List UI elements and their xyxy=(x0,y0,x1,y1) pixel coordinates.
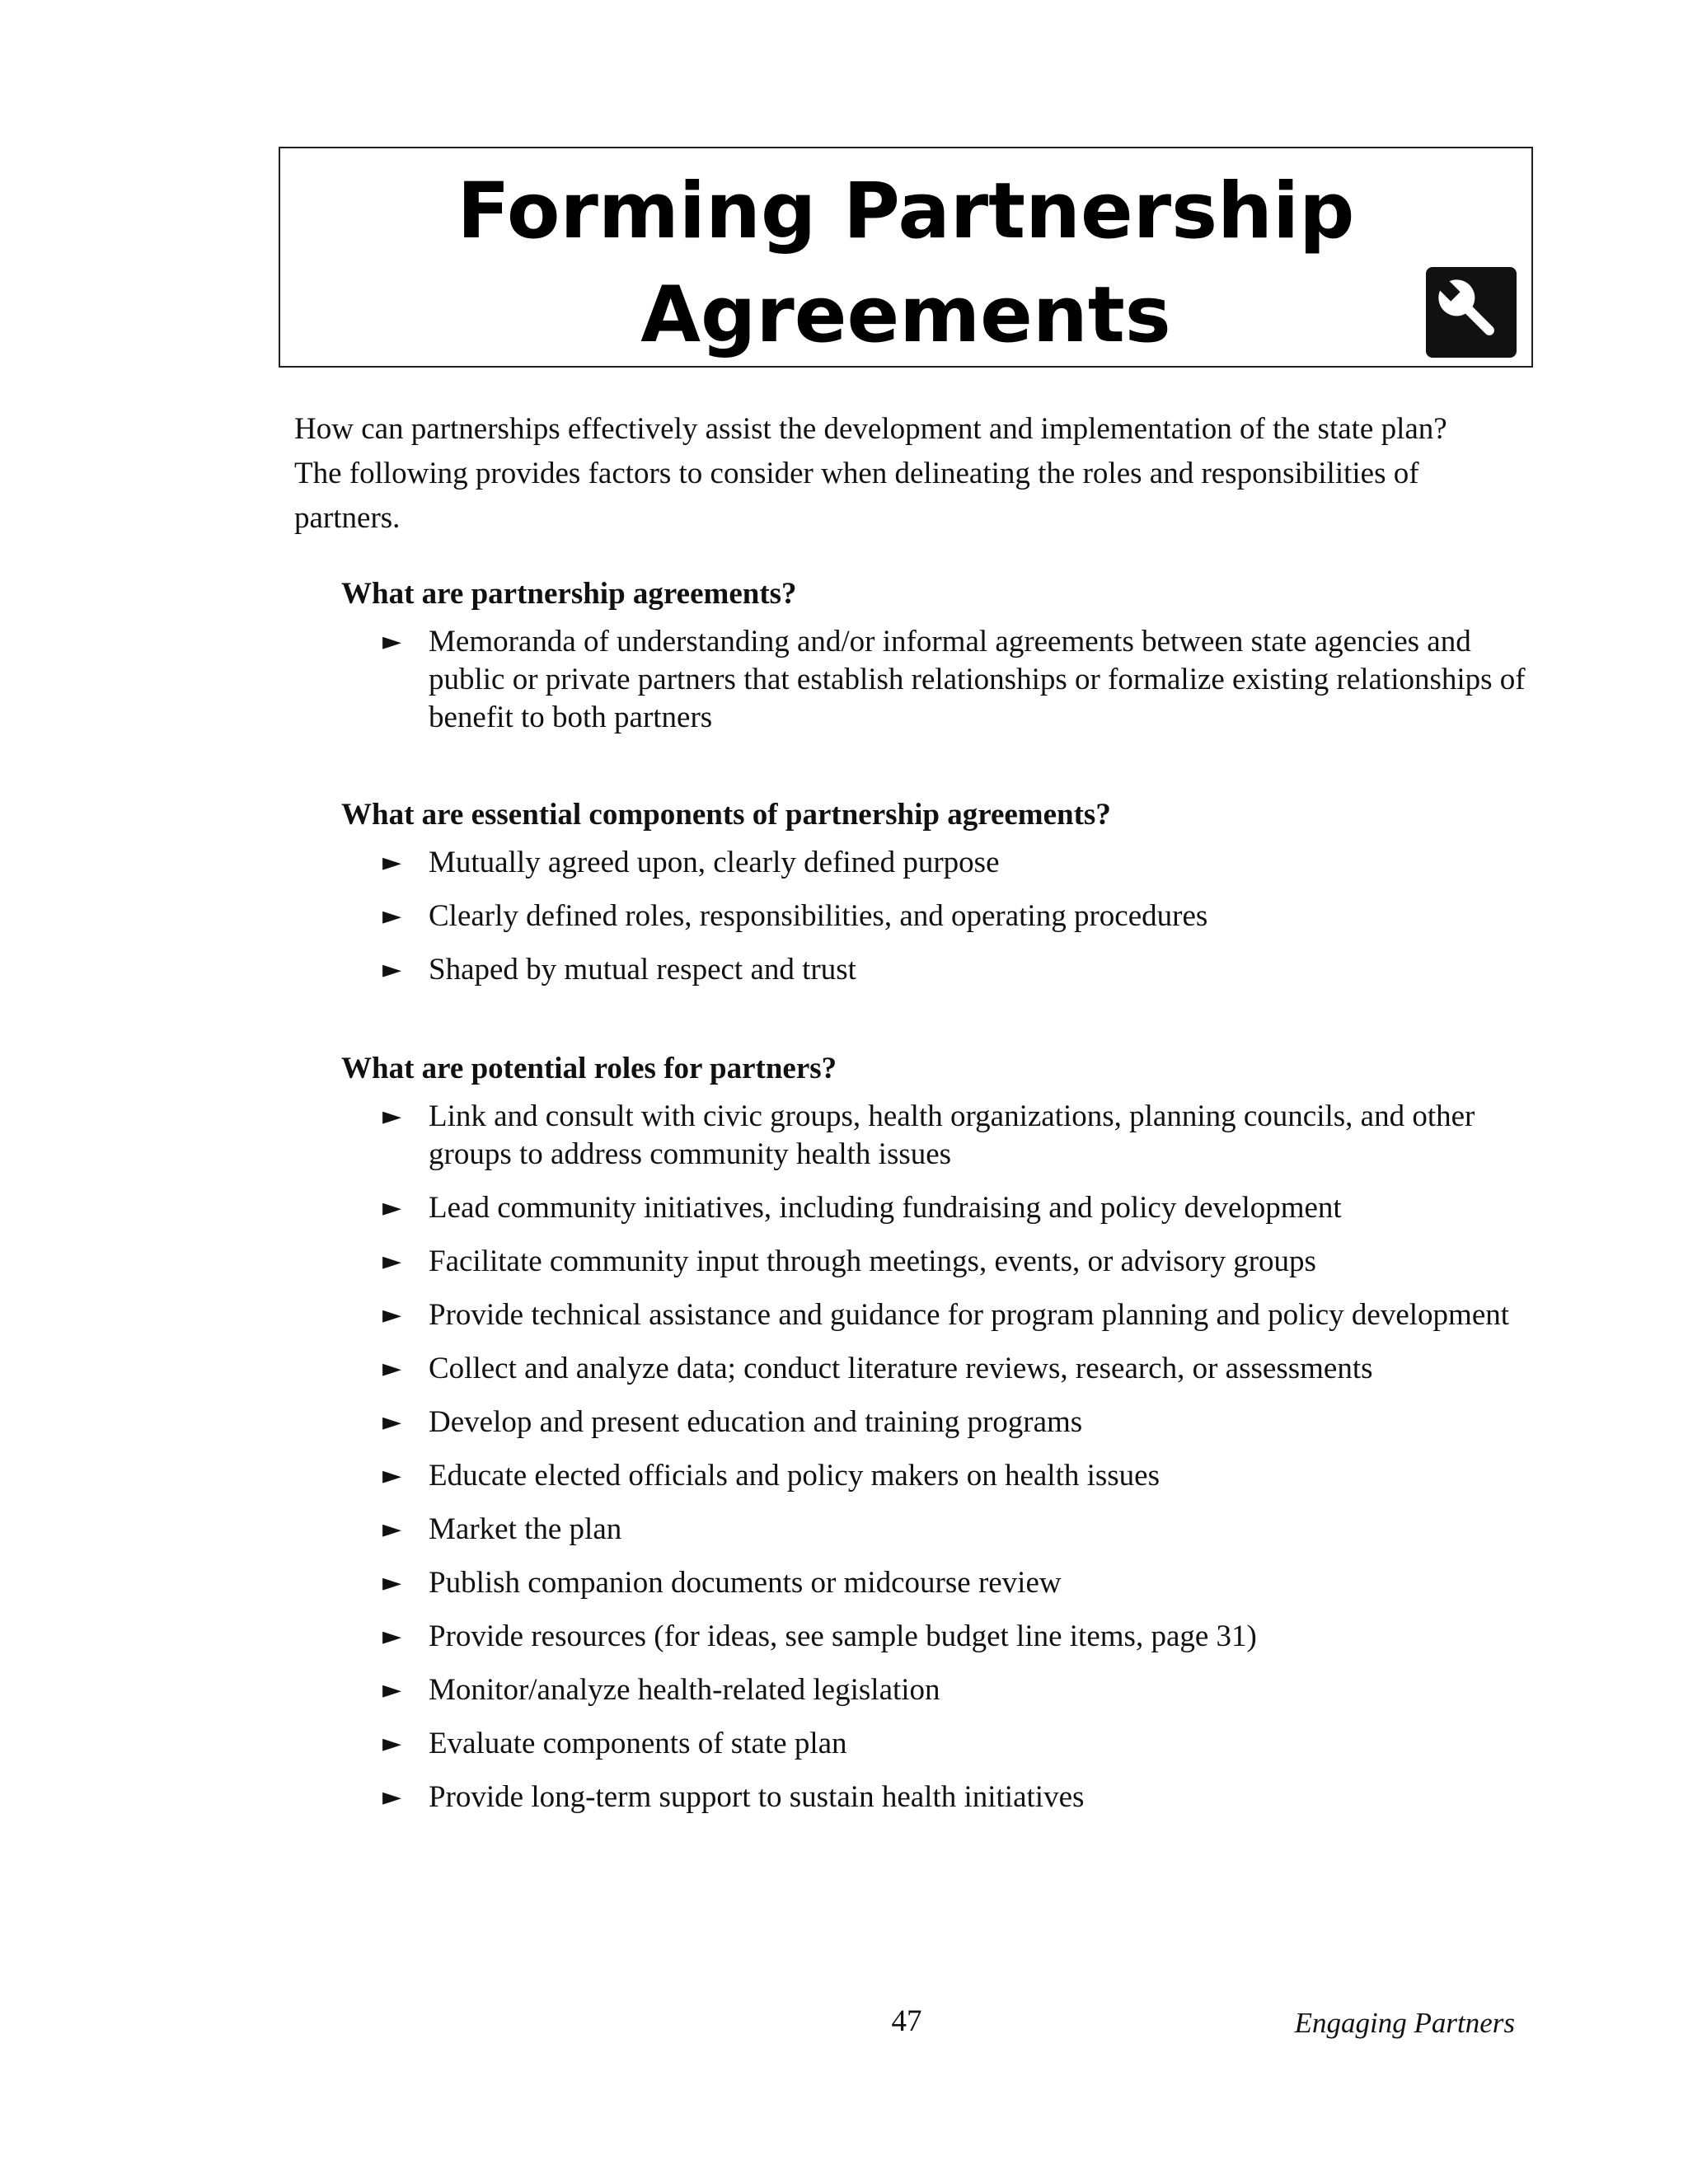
bullet-arrow-icon: ► xyxy=(382,955,402,984)
bullet-arrow-icon: ► xyxy=(382,1354,402,1383)
section-essential-components xyxy=(341,796,1528,1005)
list-item: ► Provide technical assistance and guidance for program planning and policy development xyxy=(341,1296,1528,1334)
list-item: ► Clearly defined roles, responsibilities, and operating procedures xyxy=(341,898,1528,935)
list-item: ► Mutually agreed upon, clearly defined purpose xyxy=(341,844,1528,882)
bullet-arrow-icon: ► xyxy=(382,1301,402,1329)
bullet-arrow-icon: ► xyxy=(382,1408,402,1436)
bullet-arrow-icon: ► xyxy=(382,1568,402,1597)
list-item: ► Lead community initiatives, including fundraising and policy development xyxy=(341,1189,1528,1227)
bullet-arrow-icon: ► xyxy=(382,1783,402,1811)
bullet-arrow-icon: ► xyxy=(382,902,402,930)
bullet-arrow-icon: ► xyxy=(382,1193,402,1222)
list-item: ► Evaluate components of state plan xyxy=(341,1725,1528,1763)
list-item: ► Develop and present education and training programs xyxy=(341,1404,1528,1441)
list-item: ► Market the plan xyxy=(341,1511,1528,1549)
section-heading: What are partnership agreements? xyxy=(341,577,797,611)
intro-paragraph: How can partnerships effectively assist the development and implementation of the state plan? The following provides factors to consider when delineating the roles and responsibilities of partners. xyxy=(294,412,1447,535)
wrench-icon xyxy=(1426,267,1517,358)
list-item: ► Facilitate community input through meetings, events, or advisory groups xyxy=(341,1243,1528,1281)
section-heading: What are essential components of partnership agreements? xyxy=(341,798,1111,832)
page-title-line-2: Agreements xyxy=(640,270,1171,360)
bullet-arrow-icon: ► xyxy=(382,627,402,656)
section-partnership-agreements xyxy=(341,575,1528,752)
page-title xyxy=(280,160,1531,368)
bullet-list xyxy=(341,1098,1528,1816)
title-box xyxy=(279,147,1533,368)
list-item: ► Link and consult with civic groups, health organizations, planning councils, and other groups to address community health issues xyxy=(382,1099,1475,1171)
page-number: 47 xyxy=(891,2004,922,2038)
list-item: ► Publish companion documents or midcourse review xyxy=(341,1564,1528,1602)
list-item: ► Collect and analyze data; conduct literature reviews, research, or assessments xyxy=(341,1350,1528,1388)
bullet-arrow-icon: ► xyxy=(382,1515,402,1544)
bullet-list xyxy=(341,844,1528,989)
list-item: ► Provide resources (for ideas, see sample budget line items, page 31) xyxy=(341,1618,1528,1656)
bullet-arrow-icon: ► xyxy=(382,1102,402,1131)
page-title-line-1: Forming Partnership xyxy=(457,166,1355,256)
bullet-arrow-icon: ► xyxy=(382,848,402,877)
bullet-arrow-icon: ► xyxy=(382,1247,402,1276)
list-item: ► Educate elected officials and policy makers on health issues xyxy=(341,1457,1528,1495)
bullet-list xyxy=(341,623,1528,737)
section-heading: What are potential roles for partners? xyxy=(341,1052,837,1085)
list-item: ► Shaped by mutual respect and trust xyxy=(341,951,1528,989)
section-potential-roles xyxy=(341,1050,1528,1832)
bullet-arrow-icon: ► xyxy=(382,1675,402,1704)
footer-section-name: Engaging Partners xyxy=(1294,2007,1515,2039)
bullet-arrow-icon: ► xyxy=(382,1729,402,1758)
list-item: ► Memoranda of understanding and/or informal agreements between state agencies and public or private partners that establish relationships or formalize existing relationships of benefit to both partners xyxy=(382,625,1526,734)
bullet-arrow-icon: ► xyxy=(382,1461,402,1490)
bullet-arrow-icon: ► xyxy=(382,1622,402,1651)
list-item: ► Monitor/analyze health-related legislation xyxy=(341,1671,1528,1709)
list-item: ► Provide long-term support to sustain health initiatives xyxy=(341,1779,1528,1816)
